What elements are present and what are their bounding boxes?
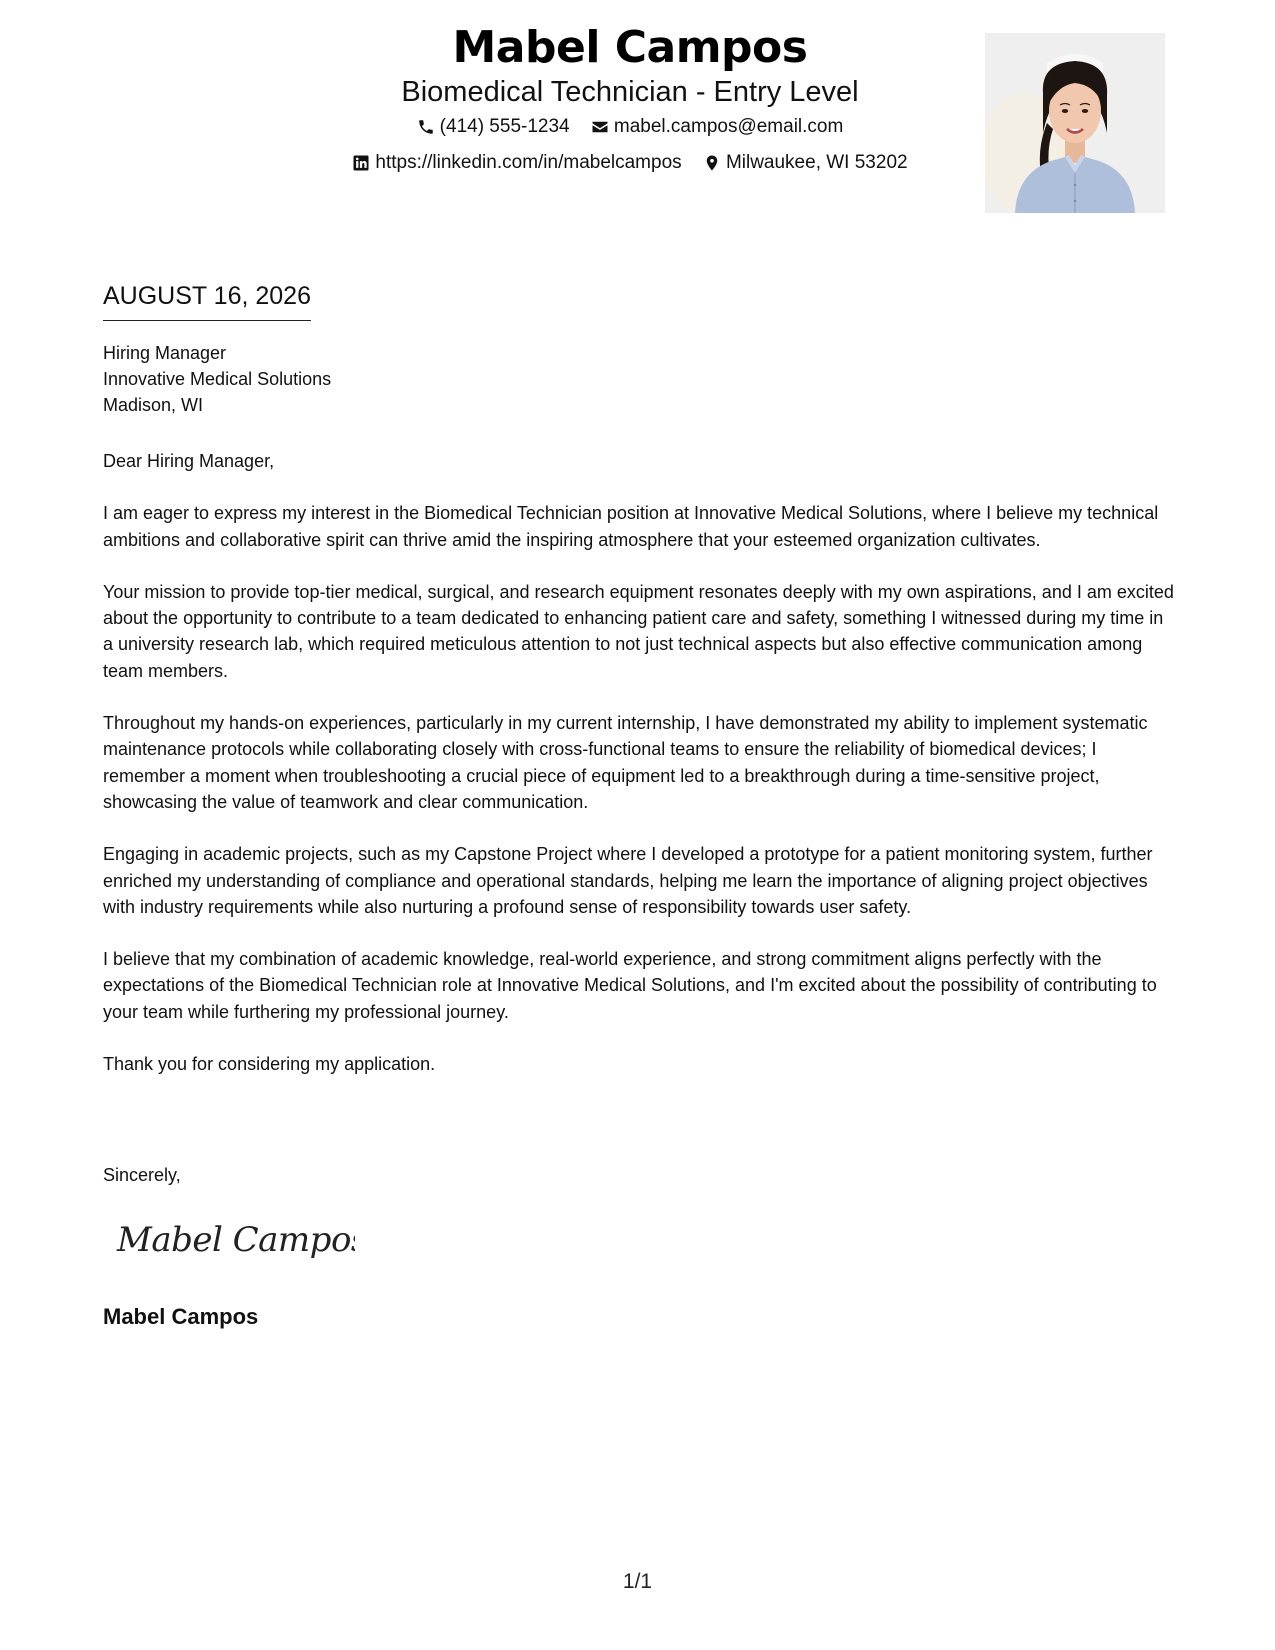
handwritten-signature xyxy=(115,1215,355,1265)
envelope-icon xyxy=(591,118,609,136)
salutation: Dear Hiring Manager, xyxy=(103,451,275,471)
body-paragraph: Throughout my hands-on experiences, particularly in my current internship, I have demonstrated my ability to implement systematic maintenance protocols while collaborating closely with cross-functional teams to ensure the reliability of biomedical devices; I remember a moment when troubleshooting a crucial piece of equipment led to a breakthrough during a time-sensitive project, showcasing the value of teamwork and clear communication. xyxy=(103,713,1148,812)
recipient-line: Hiring Manager xyxy=(103,343,227,363)
phone-icon xyxy=(417,118,435,136)
body-paragraph: I am eager to express my interest in the Biomedical Technician position at Innovative Medical Solutions, where I believe my technical ambitions and collaborative spirit can thrive amid the inspiring atmosphere that your esteemed organization cultivates. xyxy=(103,503,1159,550)
email-text[interactable]: mabel.campos@email.com xyxy=(613,116,844,137)
body-paragraph: I believe that my combination of academic knowledge, real-world experience, and strong commitment aligns perfectly with the expectations of the Biomedical Technician role at Innovative Medical Solutions, and I'm excited about the possibility of contributing to your team while furthering my professional journey. xyxy=(103,949,1157,1022)
location-text: Milwaukee, WI 53202 xyxy=(725,152,908,173)
linkedin-text[interactable]: https://linkedin.com/in/mabelcampos xyxy=(375,152,682,173)
contact-location xyxy=(703,148,908,178)
phone-text: (414) 555-1234 xyxy=(439,116,570,137)
recipient-line: Innovative Medical Solutions xyxy=(103,369,332,389)
closing: Sincerely, xyxy=(103,1165,181,1185)
contact-email[interactable] xyxy=(591,112,843,142)
linkedin-icon xyxy=(352,154,370,172)
letter-body xyxy=(103,448,1178,1103)
page-number: 1/1 xyxy=(622,1570,653,1593)
applicant-name: Mabel Campos xyxy=(452,22,808,73)
body-paragraph: Your mission to provide top-tier medical, surgical, and research equipment resonates deeply with my own aspirations, and I am excited about the opportunity to contribute to a team dedicated to enhancing patient care and safety, something I witnessed during my time in a university research lab, which required meticulous attention to not just technical aspects but also effective communication among team members. xyxy=(103,581,1174,681)
recipient-line: Madison, WI xyxy=(103,395,204,415)
body-paragraph: Thank you for considering my application. xyxy=(103,1054,436,1075)
contact-phone xyxy=(417,112,570,142)
contact-linkedin[interactable] xyxy=(352,148,681,178)
applicant-photo xyxy=(985,33,1165,213)
signer-name: Mabel Campos xyxy=(103,1304,259,1329)
body-paragraph: Engaging in academic projects, such as my Capstone Project where I developed a prototype for a patient monitoring system, further enriched my understanding of compliance and operational standards, helping me learn the importance of aligning project objectives with industry requirements while also nurturing a profound sense of responsibility towards user safety. xyxy=(103,844,1153,917)
map-pin-icon xyxy=(703,154,721,172)
job-title: Biomedical Technician - Entry Level xyxy=(401,76,859,108)
recipient-block xyxy=(103,340,331,418)
signature-glyphs: Mabel Campos xyxy=(117,1220,355,1260)
letter-date: AUGUST 16, 2026 xyxy=(103,280,311,321)
